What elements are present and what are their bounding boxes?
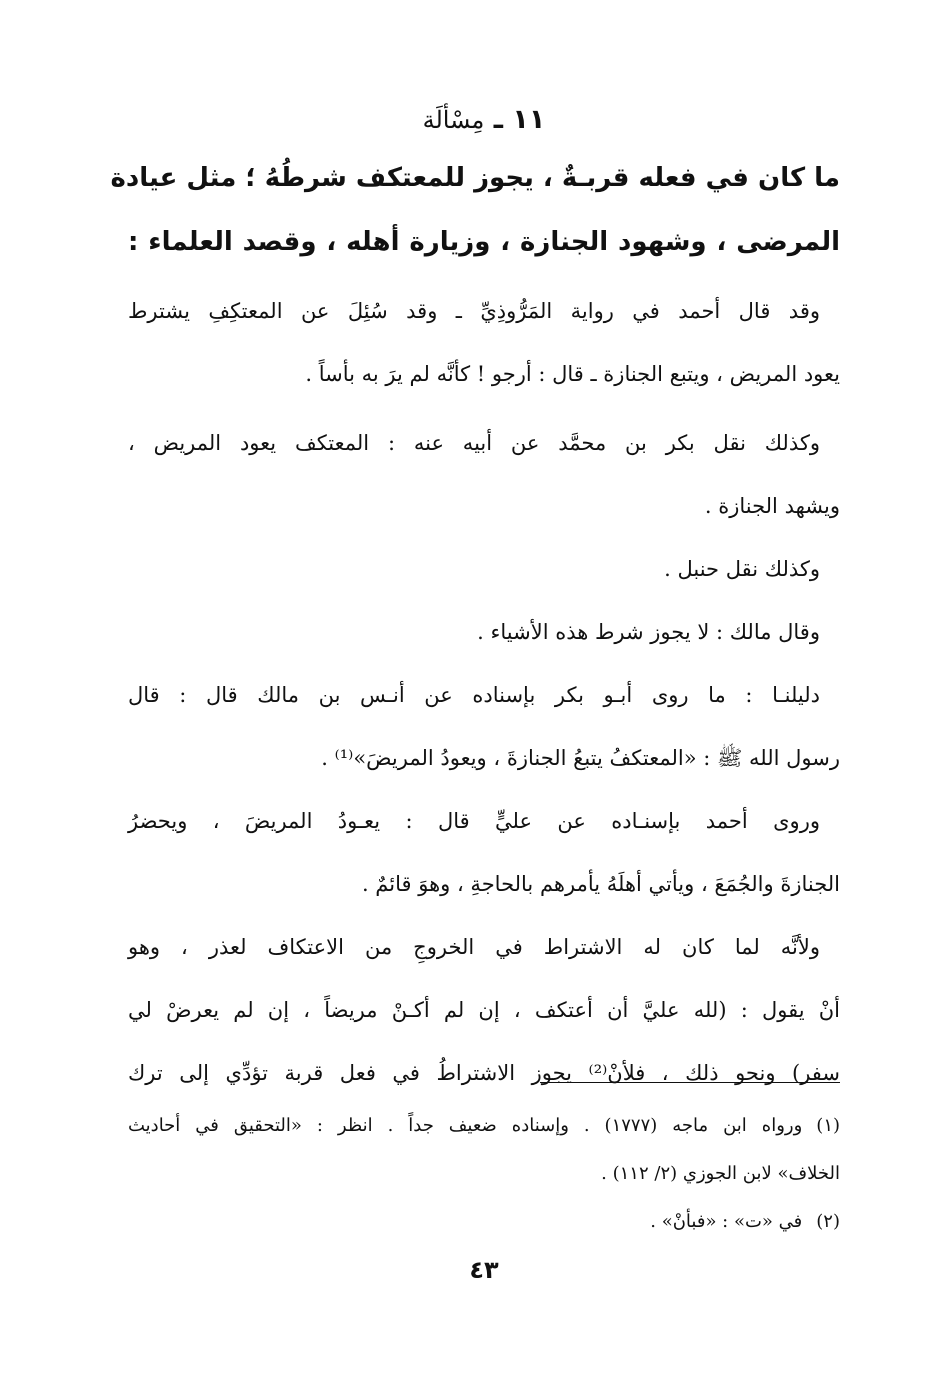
text-line: دليلنـا : ما روى أبـو بكر بإسناده عن أنـس بن مالك قال : قال	[128, 683, 820, 707]
paragraph-evidence-anas	[128, 664, 840, 790]
text-line: وقال مالك : لا يجوز شرط هذه الأشياء .	[477, 620, 820, 644]
text-line: وكذلك نقل حنبل .	[664, 557, 820, 581]
paragraph-ali-narration	[128, 790, 840, 916]
footnote-1	[128, 1102, 840, 1198]
paragraph-stipulation-argument	[128, 916, 840, 1105]
footnote-line: (١)ورواه ابن ماجه (١٧٧٧) . وإسناده ضعيف جداً . انظر : «التحقيق في أحاديث	[128, 1102, 840, 1150]
text-line: يعود المريض ، ويتبع الجنازة ـ قال : أرجو ! كأنَّه لم يرَ به بأساً .	[305, 362, 840, 386]
paragraph-ahmad-marrudhi	[128, 280, 840, 406]
section-statement	[110, 146, 840, 274]
text-line: الجنازةَ والجُمَعَ ، ويأتي أهلَهُ يأمرهم بالحاجةِ ، وهوَ قائمٌ .	[361, 872, 840, 896]
text-line: أنْ يقول : (لله عليَّ أن أعتكف ، إن لم أكـنْ مريضاً ، إن لم يعرضْ لي	[128, 998, 840, 1022]
text-line: ويشهد الجنازة .	[704, 494, 840, 518]
section-word: مِسْألَة	[422, 106, 485, 134]
text-line: سفر) ونحو ذلك ، فلأنْ⁽²⁾ يجوز الاشتراطُ في فعل قربة تؤدِّي إلى ترك	[128, 1061, 840, 1085]
book-page	[110, 100, 841, 1350]
footnote-2	[128, 1198, 840, 1246]
footnote-line: (٢)في «ت» : «فبأنْ» .	[128, 1198, 840, 1246]
text-line: رسول الله ﷺ : «المعتكفُ يتبعُ الجنازةَ ، ويعودُ المريضَ»⁽¹⁾ .	[321, 746, 840, 770]
footnote-number: (٢)	[816, 1211, 840, 1232]
footnotes	[128, 1102, 840, 1246]
section-number: ١١ ـ	[493, 104, 546, 135]
text-line: وروى أحمد بإسنـاده عن عليٍّ قال : يعـودُ المريضَ ، ويحضرُ	[128, 809, 820, 833]
statement-line: المرضى ، وشهود الجنازة ، وزيارة أهله ، وقصد العلماء :	[128, 227, 840, 257]
footnote-line: الخلاف» لابن الجوزي (٢/ ١١٢) .	[601, 1163, 840, 1184]
page-number: ٤٣	[469, 1256, 499, 1284]
text-line: ولأنَّه لما كان له الاشتراط في الخروجِ من الاعتكاف لعذر ، وهو	[128, 935, 820, 959]
footnote-separator	[540, 1082, 840, 1083]
paragraph-malik-view	[128, 601, 840, 664]
footnote-number: (١)	[816, 1115, 841, 1136]
statement-line: ما كان في فعله قربـةٌ ، يجوز للمعتكف شرطُهُ ؛ مثل عيادة	[110, 163, 840, 193]
section-heading	[128, 100, 840, 140]
paragraph-hanbal-narration	[128, 538, 840, 601]
text-line: وكذلك نقل بكر بن محمَّد عن أبيه عنه : المعتكف يعود المريض ،	[128, 431, 820, 455]
paragraph-bakr-narration	[128, 412, 840, 538]
text-line: وقد قال أحمد في رواية المَرُّوذِيِّ ـ وقد سُئِلَ عن المعتكِفِ يشترط	[128, 299, 820, 323]
